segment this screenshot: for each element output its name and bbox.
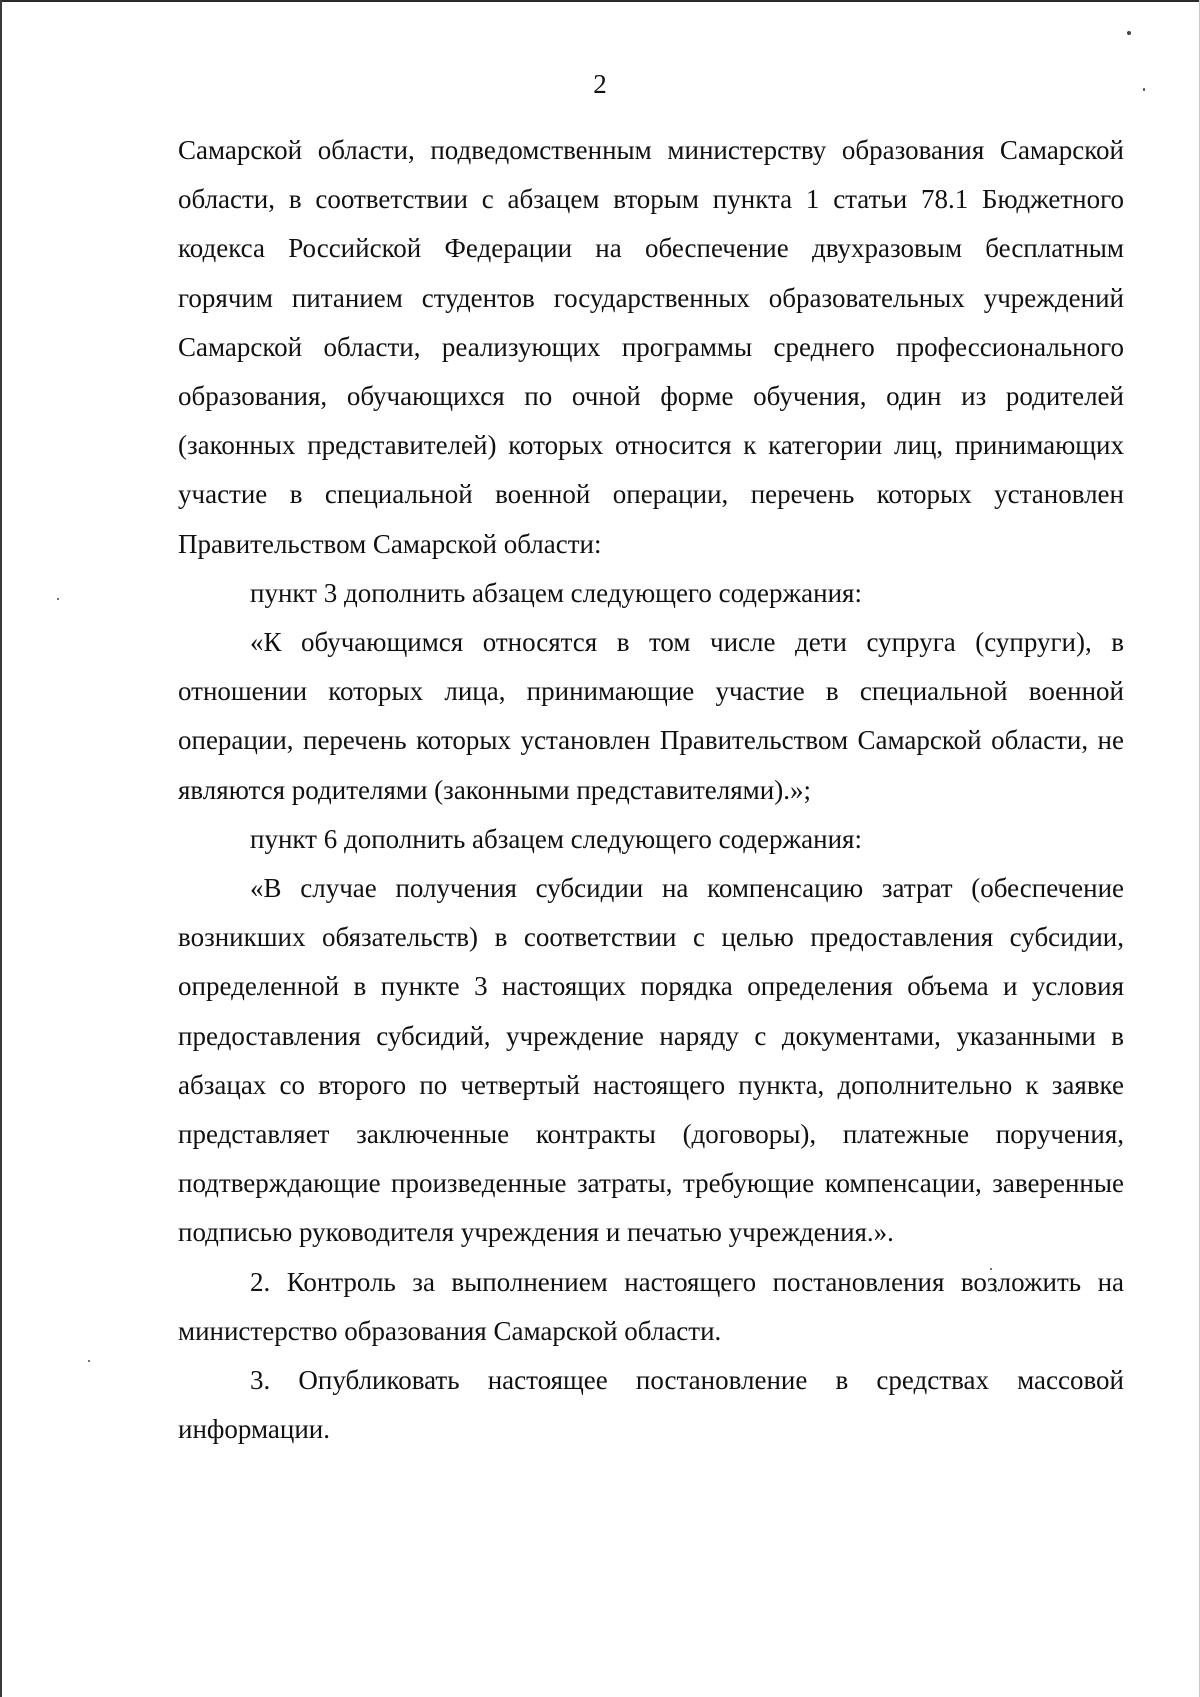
paragraph-point-3-quote: «К обучающимся относятся в том числе дети супруга (супруги), в отношении которых лица, принимающие участие в специальной военной операции, перечень которых установлен Правительством Самарской области, не являются родителями (законными представителями).»; <box>178 627 1124 805</box>
scan-edge-top <box>0 0 1200 2</box>
paragraph-intro-continuation: Самарской области, подведомственным министерству образования Самарской области, в соответствии с абзацем вторым пункта 1 статьи 78.1 Бюджетного кодекса Российской Федерации на обеспечение двухразовым бесплатным горячим питанием студентов государственных образовательных учреждений Самарской области, реализующих программы среднего профессионального образования, обучающихся по очной форме обучения, один из родителей (законных представителей) которых относится к категории лиц, принимающих участие в специальной военной операции, перечень которых установлен Правительством Самарской области: <box>178 135 1124 559</box>
scan-speck <box>88 1360 90 1362</box>
paragraph-item-3-publish: 3. Опубликовать настоящее постановление в средствах массовой информации. <box>178 1365 1124 1445</box>
paragraph-point-6-quote: «В случае получения субсидии на компенсацию затрат (обеспечение возникших обязательств) в соответствии с целью предоставления субсидии, определенной в пункте 3 настоящих порядка определения объема и условия предоставления субсидий, учреждение наряду с документами, указанными в абзацах со второго по четвертый настоящего пункта, дополнительно к заявке представляет заключенные контракты (договоры), платежные поручения, подтверждающие произведенные затраты, требующие компенсации, заверенные подписью руководителя учреждения и печатью учреждения.». <box>178 873 1124 1248</box>
paragraph-point-3-amendment: пункт 3 дополнить абзацем следующего содержания: <box>250 577 862 608</box>
paragraph-point-6-amendment: пункт 6 дополнить абзацем следующего содержания: <box>250 823 862 854</box>
paragraph-item-2-control: 2. Контроль за выполнением настоящего постановления возложить на министерство образования Самарской области. <box>178 1266 1124 1346</box>
scan-speck <box>1127 31 1131 35</box>
page-number: 2 <box>593 69 607 99</box>
document-body <box>178 126 1124 1454</box>
scan-edge-left <box>0 0 2 1697</box>
scan-speck <box>57 598 59 600</box>
